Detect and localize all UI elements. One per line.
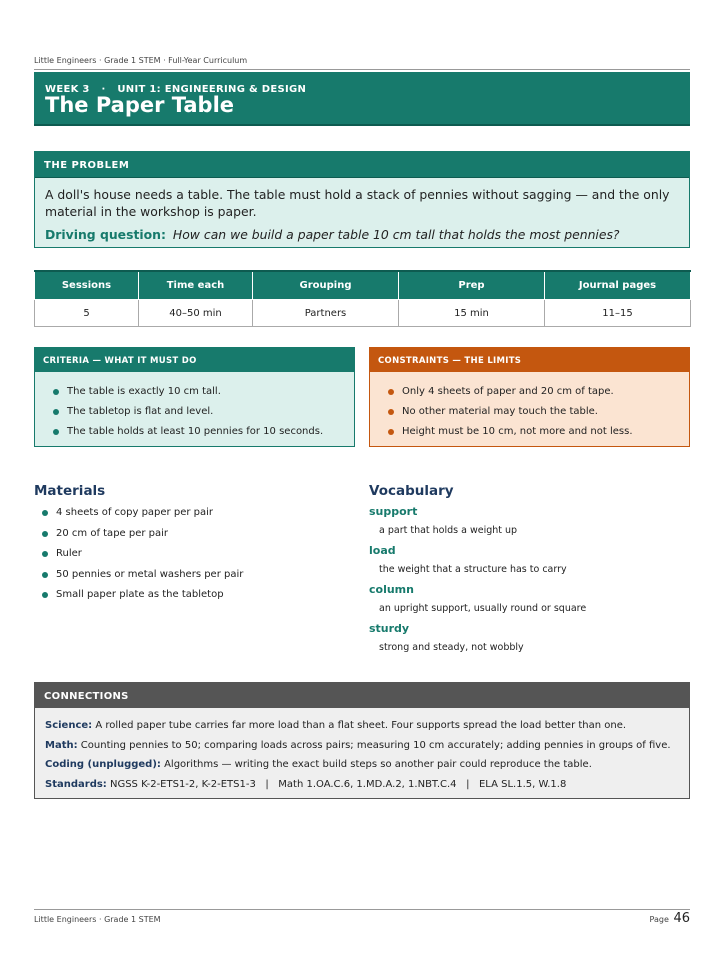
list-item: The table is exactly 10 cm tall. (53, 382, 354, 402)
week-label: WEEK 3 (45, 84, 90, 95)
vocab-definition: a part that holds a weight up (379, 525, 518, 536)
kicker-separator: · (101, 84, 106, 95)
materials-list (42, 503, 243, 606)
constraints-heading: CONSTRAINTS — THE LIMITS (370, 348, 689, 372)
table-header-row (35, 271, 691, 300)
list-item: 50 pennies or metal washers per pair (42, 565, 243, 586)
driving-question (35, 220, 689, 242)
table-header-cell: Prep (399, 271, 545, 300)
materials-heading: Materials (34, 483, 106, 499)
driving-question-text: How can we build a paper table 10 cm tall that holds the most pennies? (172, 227, 620, 242)
list-item: 20 cm of tape per pair (42, 524, 243, 545)
problem-text: A doll's house needs a table. The table must hold a stack of pennies without sagging — and the only material in the workshop is paper. (45, 187, 670, 219)
connections-box (34, 682, 690, 799)
vocabulary-heading: Vocabulary (369, 483, 454, 499)
page-label: Page (649, 915, 669, 924)
table-cell: 40–50 min (139, 300, 253, 327)
list-item: Ruler (42, 544, 243, 565)
table-header-cell: Journal pages (545, 271, 691, 300)
vocab-term: support (369, 505, 418, 518)
constraints-list (370, 372, 689, 442)
criteria-list (35, 372, 354, 442)
list-item: The tabletop is flat and level. (53, 402, 354, 422)
title-banner (34, 72, 690, 126)
page-number-block (650, 911, 690, 926)
table-cell: 5 (35, 300, 139, 327)
list-item: No other material may touch the table. (388, 402, 689, 422)
unit-label: UNIT 1: ENGINEERING & DESIGN (117, 84, 307, 95)
vocab-definition: an upright support, usually round or square (379, 603, 587, 614)
page-title: The Paper Table (45, 93, 235, 117)
standards-line: Standards: NGSS K-2-ETS1-2, K-2-ETS1-3 | Math 1.OA.C.6, 1.MD.A.2, 1.NBT.C.4 | ELA SL.1.5, W.1.8 (45, 778, 567, 790)
list-item: Small paper plate as the tabletop (42, 585, 243, 606)
vocabulary-list (369, 505, 586, 661)
table-cell: 11–15 (545, 300, 691, 327)
table-cell: Partners (253, 300, 399, 327)
page-footer (34, 909, 690, 924)
constraints-box (369, 347, 690, 447)
table-row (35, 300, 691, 327)
list-item: Only 4 sheets of paper and 20 cm of tape. (388, 382, 689, 402)
page-number: 46 (673, 911, 690, 926)
math-connection: Math: Counting pennies to 50; comparing loads across pairs; measuring 10 cm accurately; adding pennies in groups of five. (45, 739, 671, 751)
criteria-box (34, 347, 355, 447)
driving-question-label: Driving question: (45, 227, 166, 242)
criteria-heading: CRITERIA — WHAT IT MUST DO (35, 348, 354, 372)
footer-title: Little Engineers · Grade 1 STEM (34, 915, 161, 924)
table-cell: 15 min (399, 300, 545, 327)
list-item: 4 sheets of copy paper per pair (42, 503, 243, 524)
overview-table (34, 270, 691, 327)
problem-box (34, 151, 690, 248)
connections-heading: CONNECTIONS (35, 683, 689, 708)
table-header-cell: Time each (139, 271, 253, 300)
problem-heading: THE PROBLEM (35, 152, 689, 178)
vocab-term: load (369, 544, 396, 557)
running-header: Little Engineers · Grade 1 STEM · Full-Year Curriculum (34, 56, 690, 70)
vocab-definition: the weight that a structure has to carry (379, 564, 567, 575)
coding-connection: Coding (unplugged): Algorithms — writing the exact build steps so another pair could reproduce the table. (45, 759, 592, 770)
table-header-cell: Grouping (253, 271, 399, 300)
science-connection: Science: A rolled paper tube carries far more load than a flat sheet. Four supports spread the load better than one. (45, 720, 627, 731)
vocab-term: column (369, 583, 414, 596)
vocab-definition: strong and steady, not wobbly (379, 642, 524, 653)
list-item: Height must be 10 cm, not more and not less. (388, 422, 689, 442)
table-header-cell: Sessions (35, 271, 139, 300)
list-item: The table holds at least 10 pennies for 10 seconds. (53, 422, 354, 442)
vocab-term: sturdy (369, 622, 410, 635)
